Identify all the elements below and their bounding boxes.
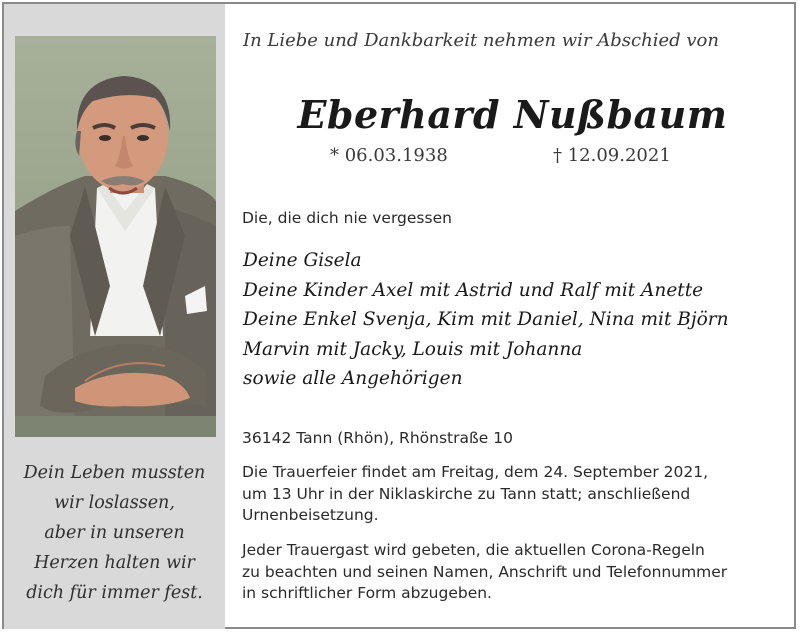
quote-line: wir loslassen,: [54, 493, 175, 513]
death-date: † 12.09.2021: [553, 145, 671, 166]
funeral-line: Urnenbeisetzung.: [242, 506, 379, 524]
mourner-line: sowie alle Angehörigen: [243, 368, 463, 389]
quote-line: Dein Leben mussten: [23, 463, 206, 483]
funeral-line: um 13 Uhr in der Niklaskirche zu Tann statt; anschließend: [242, 484, 691, 503]
address: 36142 Tann (Rhön), Rhönstraße 10: [242, 429, 513, 447]
deceased-name: Eberhard Nußbaum: [297, 92, 728, 137]
quote-line: dich für immer fest.: [26, 583, 203, 603]
intro-line: In Liebe und Dankbarkeit nehmen wir Abschied von: [243, 30, 719, 51]
corona-line: in schriftlicher Form abzugeben.: [242, 584, 492, 602]
quote-line: aber in unseren: [44, 523, 185, 543]
funeral-info: [242, 462, 782, 527]
portrait-photo: [15, 36, 216, 437]
corona-line: zu beachten und seinen Namen, Anschrift und Telefonnummer: [242, 562, 728, 581]
mourners-list: [243, 246, 729, 394]
corona-line: Jeder Trauergast wird gebeten, die aktuellen Corona-Regeln: [242, 541, 705, 559]
quote-line: Herzen halten wir: [34, 553, 195, 573]
mourner-line: Deine Gisela: [243, 250, 362, 271]
memorial-quote: [4, 458, 225, 608]
mourner-line: Deine Enkel Svenja, Kim mit Daniel, Nina mit Björn: [243, 309, 729, 330]
mourner-line: Marvin mit Jacky, Louis mit Johanna: [243, 338, 583, 360]
mourners-intro: Die, die dich nie vergessen: [242, 209, 452, 227]
mourner-line: Deine Kinder Axel mit Astrid und Ralf mit Anette: [243, 279, 704, 301]
birth-date: * 06.03.1938: [330, 145, 448, 166]
corona-info: [242, 540, 782, 605]
funeral-line: Die Trauerfeier findet am Freitag, dem 24. September 2021,: [242, 463, 709, 481]
